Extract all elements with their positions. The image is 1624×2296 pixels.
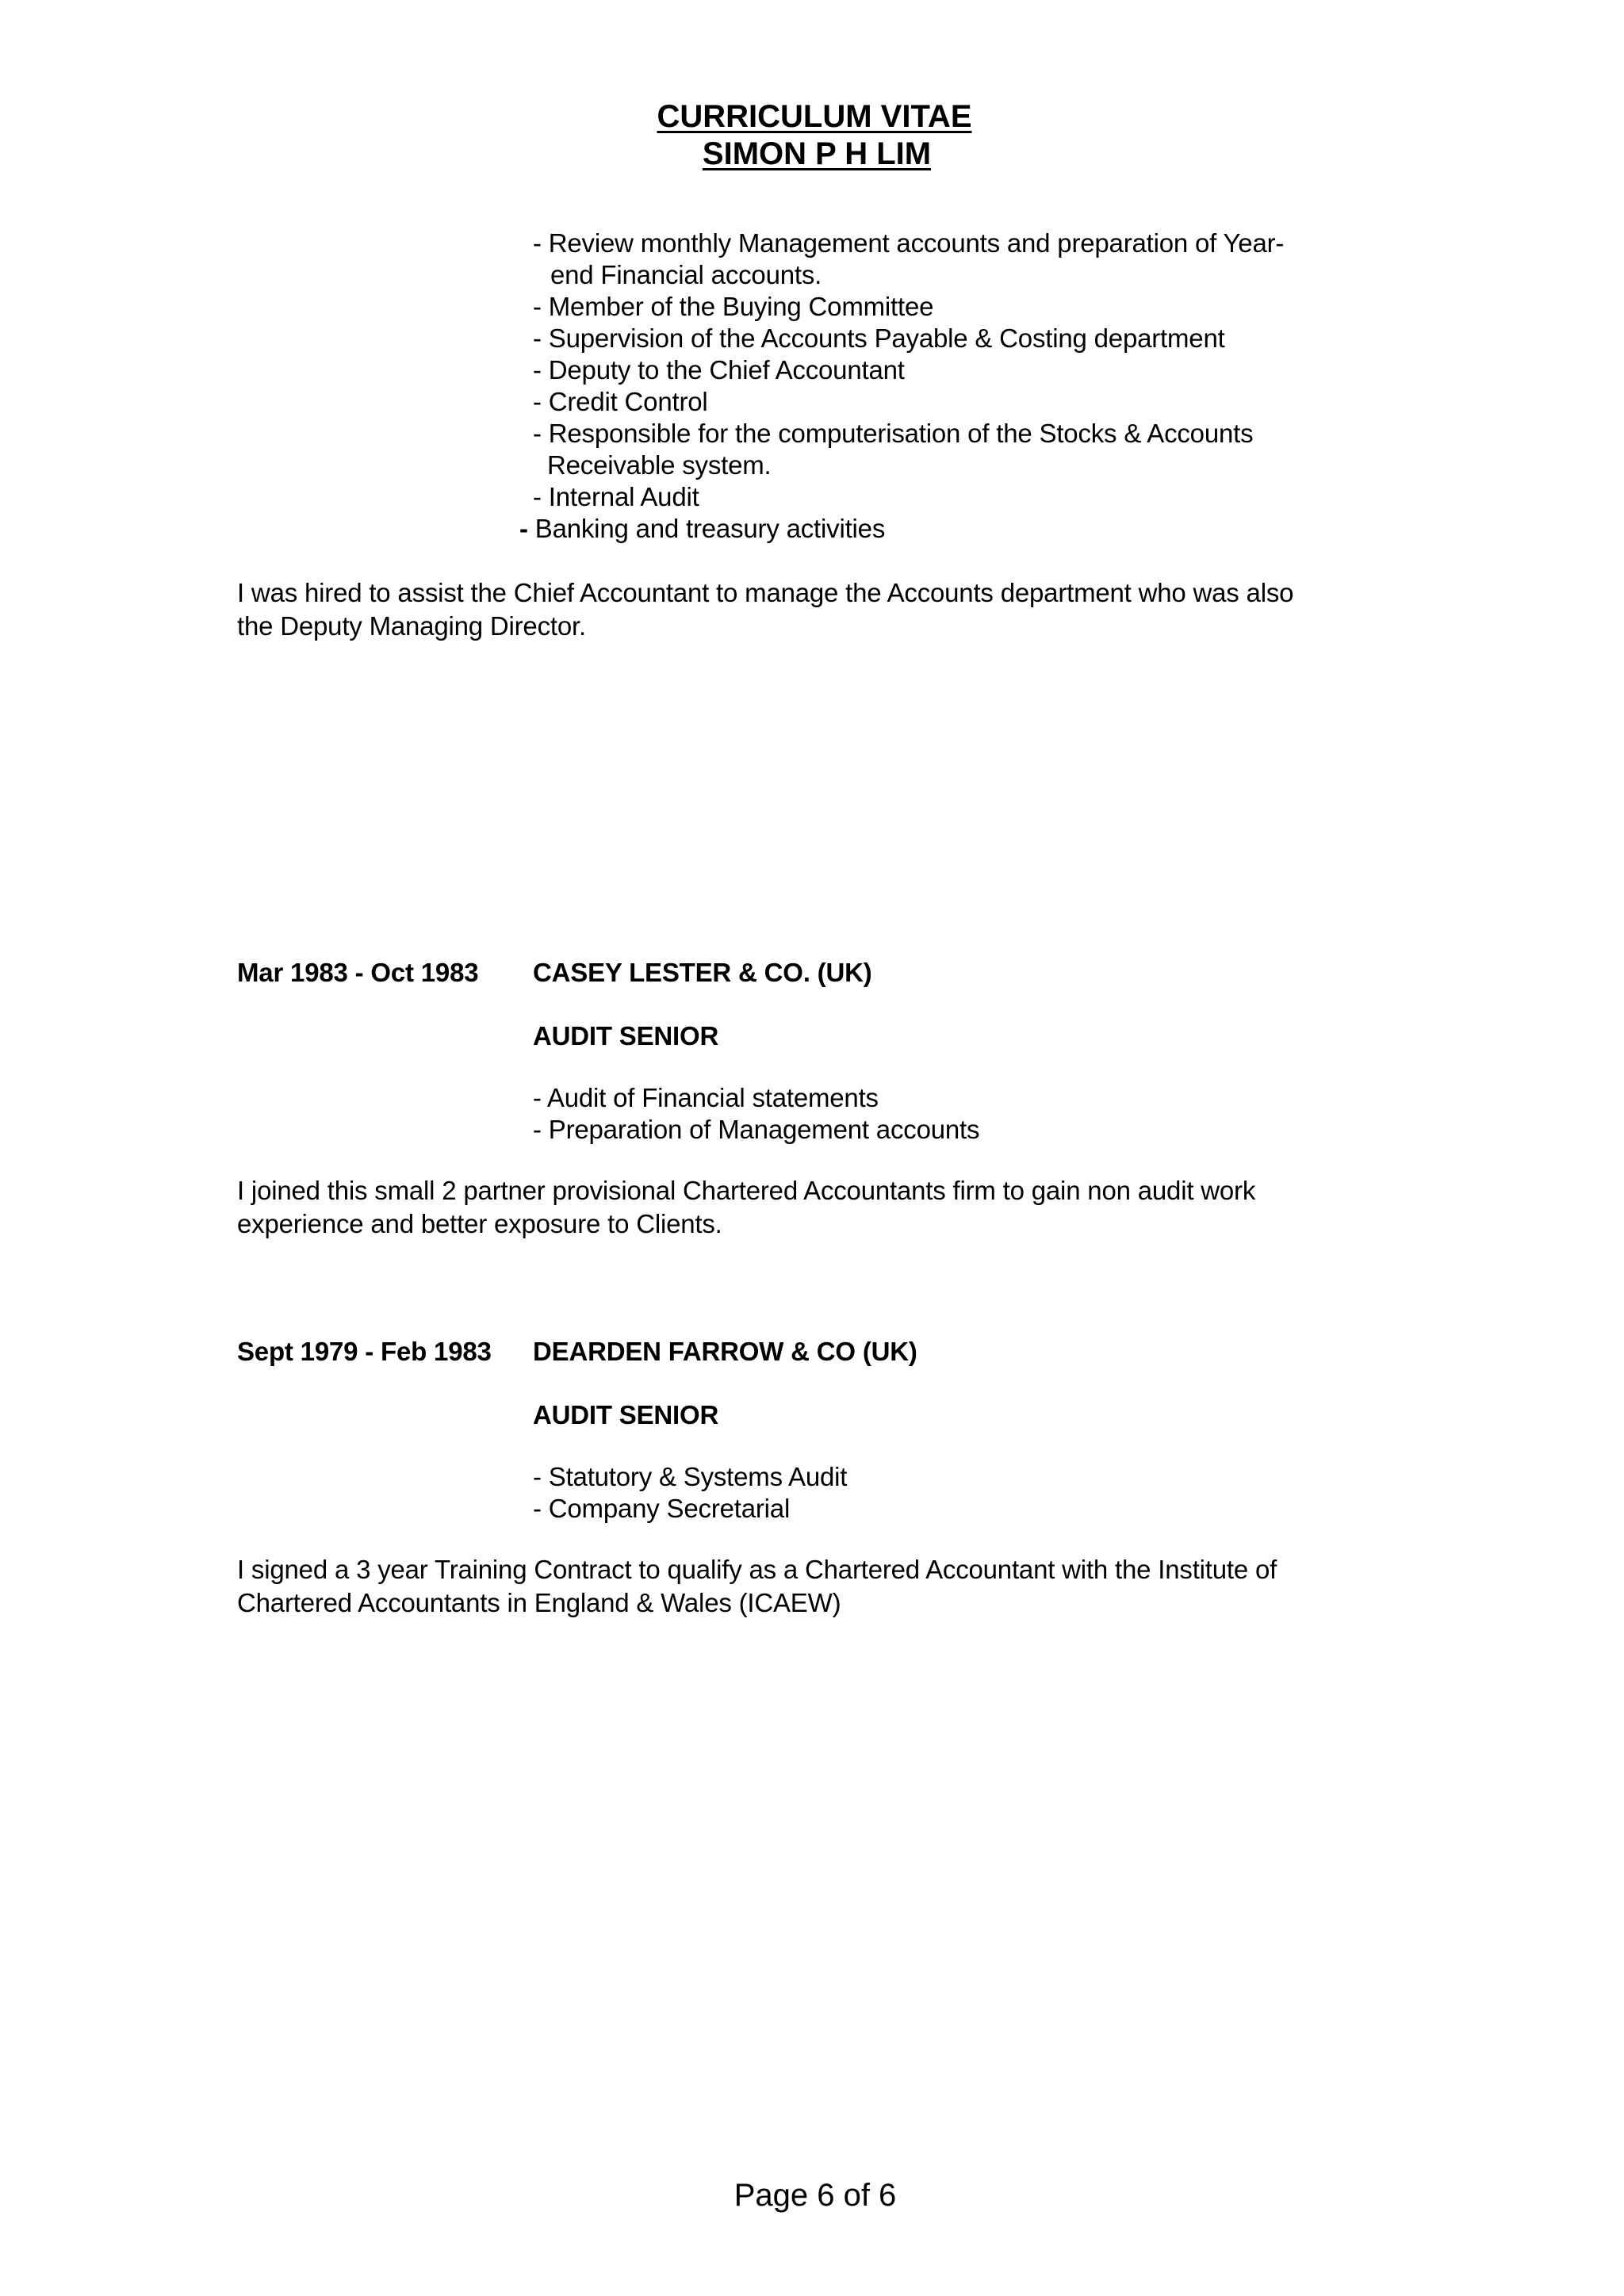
bullet-dash: - (519, 514, 528, 543)
job-period: Sept 1979 - Feb 1983 (237, 1337, 492, 1366)
duty-item: - Audit of Financial statements (533, 1083, 879, 1112)
duty-item-banking: - Banking and treasury activities (519, 514, 886, 543)
summary-line: the Deputy Managing Director. (237, 611, 586, 641)
job-position: AUDIT SENIOR (533, 1021, 719, 1050)
duty-item: - Supervision of the Accounts Payable & Costing department (533, 323, 1225, 353)
duty-item: - Company Secretarial (533, 1494, 791, 1523)
job-position: AUDIT SENIOR (533, 1400, 719, 1429)
summary-line: I was hired to assist the Chief Accountant to manage the Accounts department who was also (237, 578, 1294, 607)
job-employer: DEARDEN FARROW & CO (UK) (533, 1337, 917, 1366)
job-summary-paragraph (237, 1553, 1367, 1620)
job-summary-paragraph (237, 1174, 1367, 1241)
role-summary-paragraph (237, 576, 1367, 643)
duty-item: - Credit Control (533, 387, 708, 416)
page-number: Page 6 of 6 (733, 2178, 897, 2213)
summary-line: experience and better exposure to Clients. (237, 1209, 722, 1238)
document-title: CURRICULUM VITAE (657, 99, 972, 134)
duty-item: - Preparation of Management accounts (533, 1115, 980, 1144)
continued-duties-list (533, 228, 1284, 513)
duty-item-continued: end Financial accounts. (550, 260, 822, 289)
duty-item: - Deputy to the Chief Accountant (533, 355, 905, 385)
summary-line: Chartered Accountants in England & Wales (ICAEW) (237, 1588, 841, 1617)
job-duties-list (533, 1461, 847, 1525)
job-employer: CASEY LESTER & CO. (UK) (533, 958, 872, 987)
duty-item-continued: Receivable system. (547, 450, 772, 480)
duty-item: - Internal Audit (533, 482, 699, 511)
candidate-name: SIMON P H LIM (702, 136, 932, 171)
job-duties-list (533, 1082, 979, 1146)
duty-item: - Statutory & Systems Audit (533, 1462, 848, 1491)
duty-item: - Member of the Buying Committee (533, 292, 934, 321)
duty-item: - Review monthly Management accounts and preparation of Year- (533, 228, 1285, 258)
summary-line: I joined this small 2 partner provisional Chartered Accountants firm to gain non audit work (237, 1176, 1256, 1205)
summary-line: I signed a 3 year Training Contract to qualify as a Chartered Accountant with the Institute of (237, 1555, 1277, 1584)
duty-item: - Responsible for the computerisation of the Stocks & Accounts (533, 419, 1254, 448)
job-period: Mar 1983 - Oct 1983 (237, 958, 479, 987)
